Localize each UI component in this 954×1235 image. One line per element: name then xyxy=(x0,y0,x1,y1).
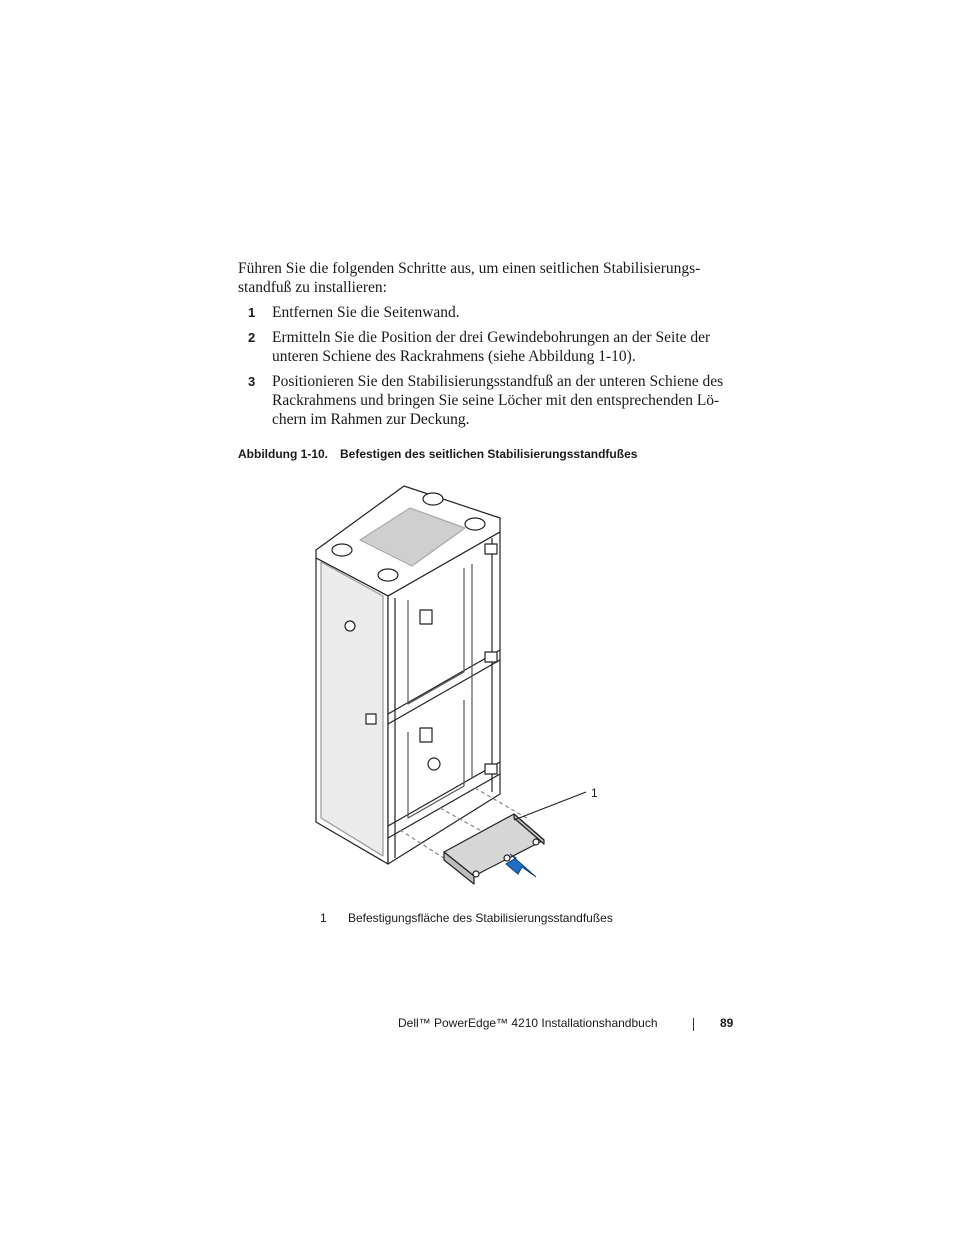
stabilizer-screw-icon xyxy=(533,839,539,845)
figure-callout-number: 1 xyxy=(591,786,598,800)
rack-stabilizer-illustration xyxy=(300,478,600,898)
step-text: Positionieren Sie den Stabilisierungsstandfuß an der unteren Schiene des Rackrahmens und bringen Sie seine Löcher mit den entsprechenden Lö-chern im Rahmen zur Deckung. xyxy=(272,373,724,428)
page-footer xyxy=(398,1016,738,1030)
frame-caster xyxy=(428,758,440,770)
page-number: 89 xyxy=(720,1016,734,1030)
intro-line-1: Führen Sie die folgenden Schritte aus, um einen seitlichen Stabilisierungs- xyxy=(238,260,701,277)
stabilizer-screw-icon xyxy=(473,871,479,877)
frame-bracket xyxy=(485,764,497,774)
frame-bracket xyxy=(485,544,497,554)
figure-caption xyxy=(238,447,798,461)
figure-title: Befestigen des seitlichen Stabilisierungsstandfußes xyxy=(340,447,638,461)
step-text: Ermitteln Sie die Position der drei Gewindebohrungen an der Seite der unteren Schiene des Rackrahmens (siehe Abbildung 1-10). xyxy=(272,329,711,365)
door-handle-icon xyxy=(366,714,376,724)
step-number: 2 xyxy=(248,330,256,345)
stabilizer-screw-icon xyxy=(504,855,510,861)
rack-top-hole xyxy=(465,518,485,530)
intro-paragraph xyxy=(238,259,738,297)
footer-title: Dell™ PowerEdge™ 4210 Installationshandbuch xyxy=(398,1016,658,1030)
step-number: 3 xyxy=(248,374,256,389)
legend-text: Befestigungsfläche des Stabilisierungsstandfußes xyxy=(348,911,613,925)
frame-bracket xyxy=(420,728,432,742)
rack-door-perforation xyxy=(321,562,383,856)
rack-top-hole xyxy=(423,493,443,505)
frame-bracket xyxy=(485,652,497,662)
step-number: 1 xyxy=(248,305,256,320)
step-text: Entfernen Sie die Seitenwand. xyxy=(272,304,460,321)
legend-number: 1 xyxy=(320,911,327,925)
callout-leader-line xyxy=(514,792,586,820)
footer-separator xyxy=(693,1018,694,1031)
door-lock-icon xyxy=(345,621,355,631)
figure-number: Abbildung 1-10. xyxy=(238,447,328,461)
frame-bracket xyxy=(420,610,432,624)
rack-top-hole xyxy=(332,544,352,556)
intro-line-2: standfuß zu installieren: xyxy=(238,279,387,296)
figure-legend xyxy=(320,911,613,925)
rack-top-hole xyxy=(378,569,398,581)
